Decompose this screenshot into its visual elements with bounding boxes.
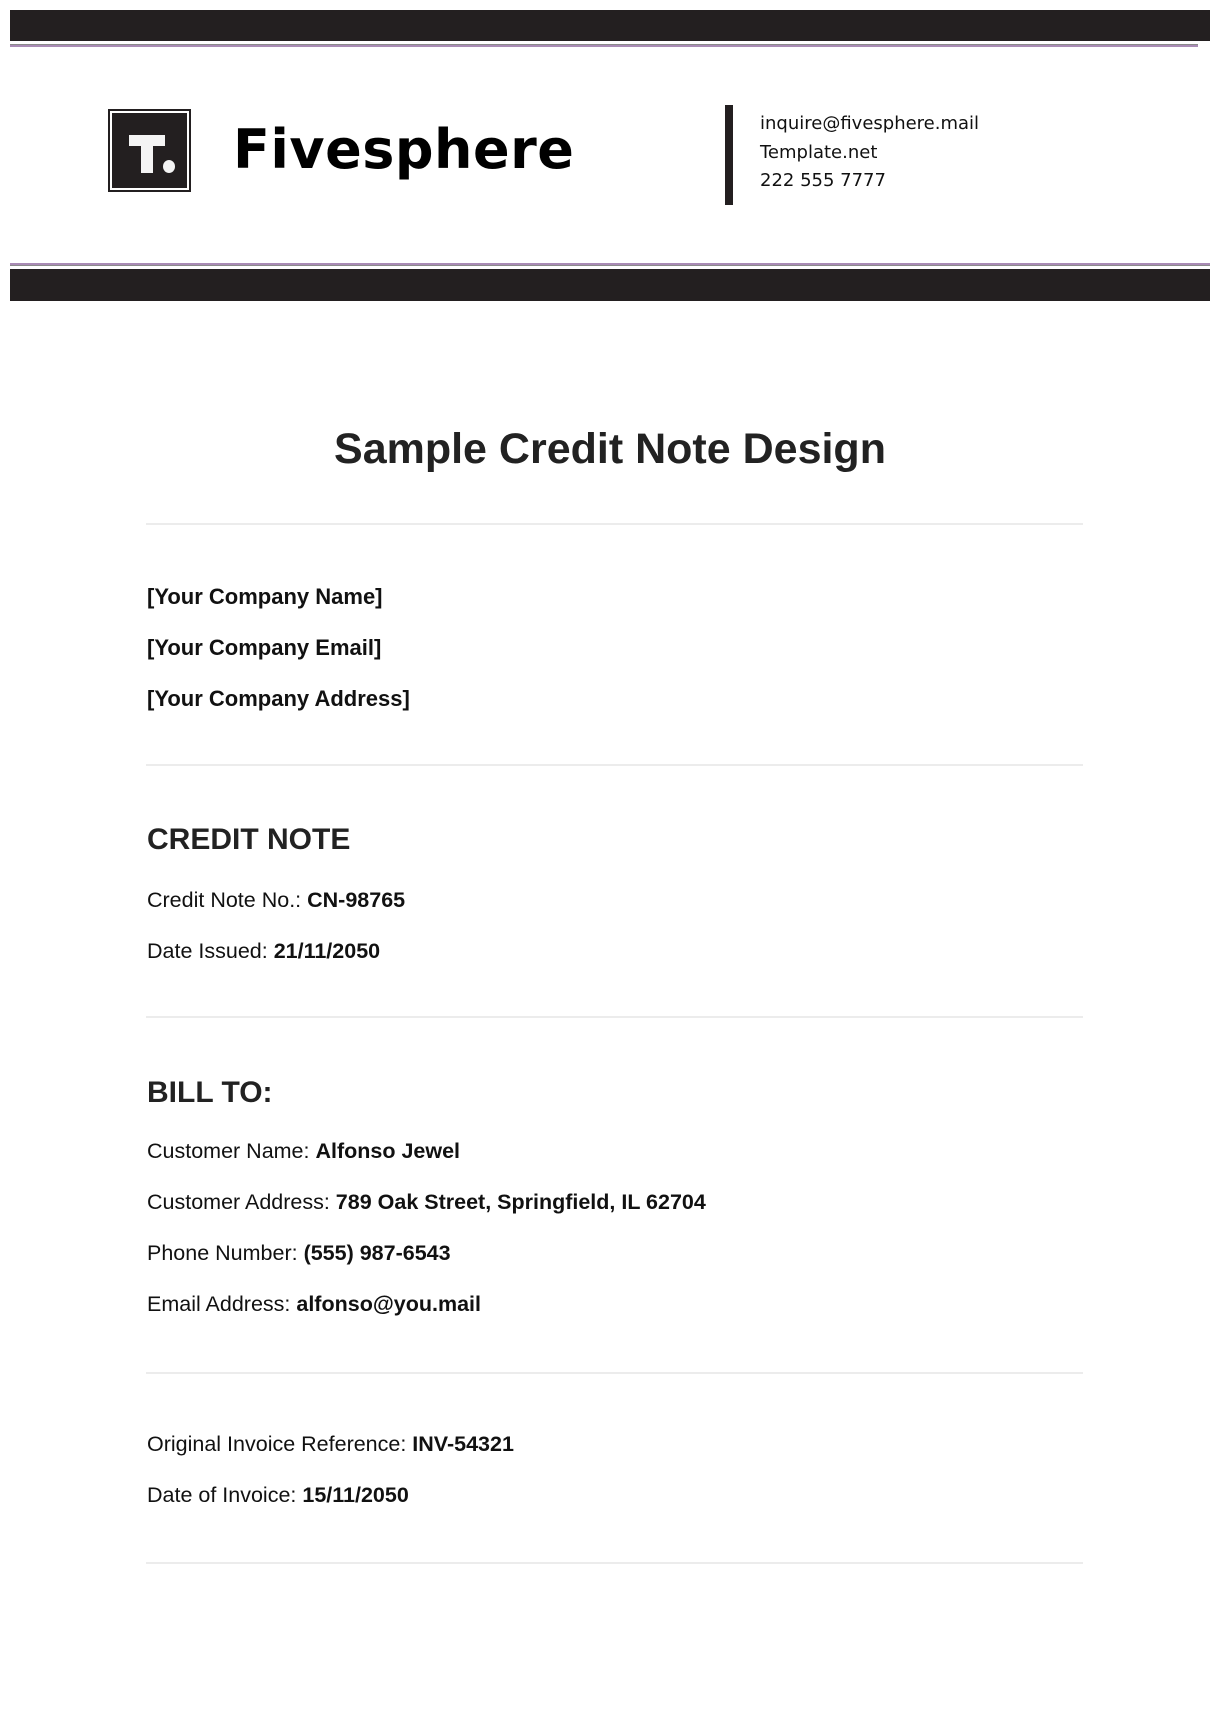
date-issued: Date Issued: 21/11/2050 xyxy=(147,939,381,963)
contact-email: inquire@fivesphere.mail xyxy=(760,113,980,134)
invoice-reference-section xyxy=(147,1419,1077,1521)
divider xyxy=(146,1372,1083,1374)
company-name: [Your Company Name] xyxy=(147,584,383,609)
header-top-accent-line xyxy=(10,44,1198,47)
credit-note-fields xyxy=(147,875,1077,977)
company-block xyxy=(147,571,1077,724)
divider xyxy=(146,764,1083,766)
company-email: [Your Company Email] xyxy=(147,635,382,660)
customer-address: Customer Address: 789 Oak Street, Springfield, IL 62704 xyxy=(147,1190,706,1214)
credit-note-heading: CREDIT NOTE xyxy=(147,823,351,856)
contact-phone: 222 555 7777 xyxy=(760,170,886,191)
divider xyxy=(146,1016,1083,1018)
credit-note-section xyxy=(147,820,1077,860)
divider xyxy=(146,1562,1083,1564)
company-address: [Your Company Address] xyxy=(147,686,410,711)
original-invoice-reference: Original Invoice Reference: INV-54321 xyxy=(147,1432,514,1456)
header-bottom-accent-line xyxy=(10,263,1210,266)
brand-name: Fivesphere xyxy=(233,118,575,181)
document-title: Sample Credit Note Design xyxy=(334,425,886,473)
contact-divider-bar xyxy=(725,105,733,205)
logo-icon xyxy=(108,109,191,192)
bill-to-fields xyxy=(147,1126,1077,1330)
contact-website: Template.net xyxy=(760,141,878,163)
credit-note-number: Credit Note No.: CN-98765 xyxy=(147,888,406,912)
bill-to-section xyxy=(147,1073,1077,1113)
contact-block xyxy=(760,110,979,196)
bill-to-heading: BILL TO: xyxy=(147,1076,273,1109)
header-top-bar xyxy=(10,10,1210,41)
divider xyxy=(146,523,1083,525)
customer-name: Customer Name: Alfonso Jewel xyxy=(147,1139,461,1163)
header-bottom-bar xyxy=(10,269,1210,301)
customer-email: Email Address: alfonso@you.mail xyxy=(147,1292,482,1316)
date-of-invoice: Date of Invoice: 15/11/2050 xyxy=(147,1483,409,1507)
customer-phone: Phone Number: (555) 987-6543 xyxy=(147,1241,451,1265)
